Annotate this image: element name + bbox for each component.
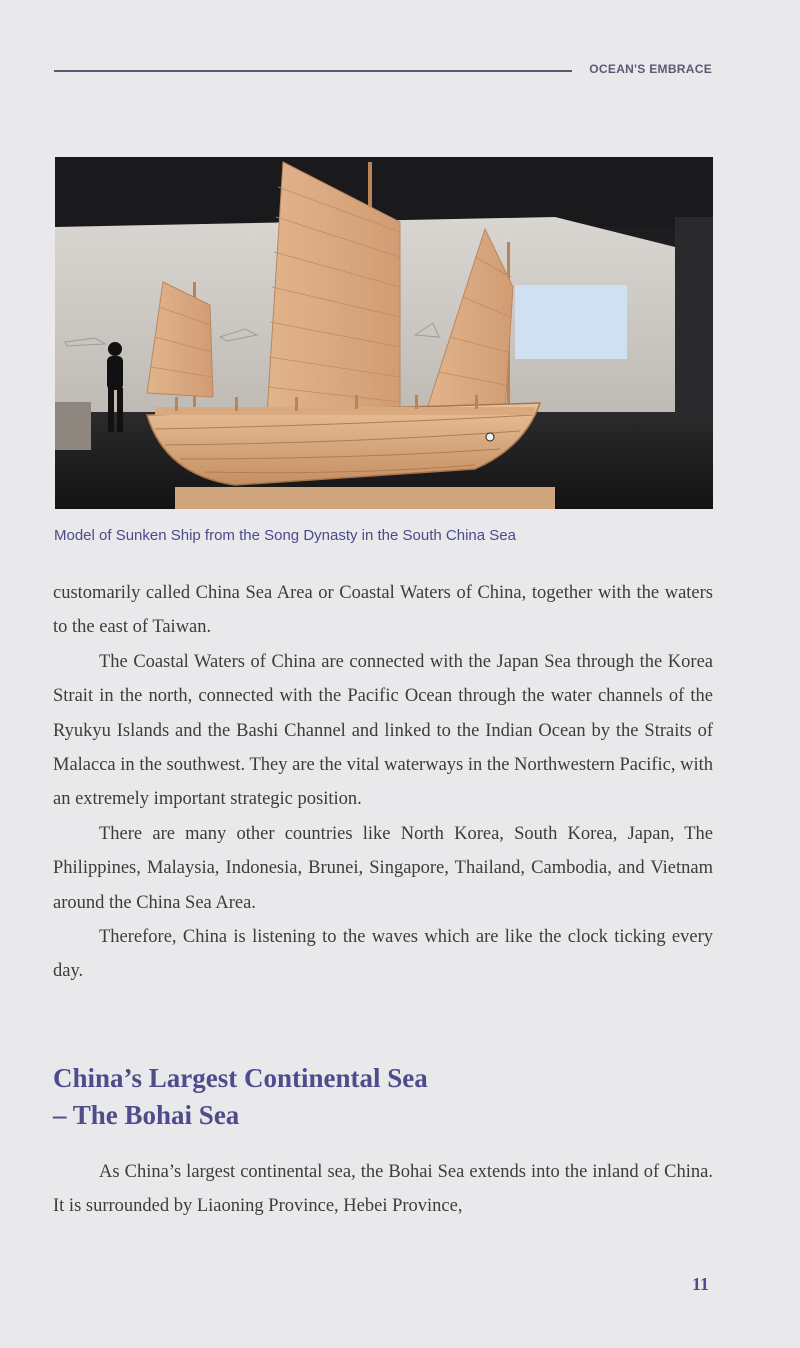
paragraph: As China’s largest continental sea, the Bohai Sea extends into the inland of China. It is surrounded by Liaoning Province, Hebei Province, [53,1162,713,1217]
figure-caption: Model of Sunken Ship from the Song Dynasty in the South China Sea [54,527,516,544]
running-header [54,58,712,78]
paragraph: There are many other countries like North Korea, South Korea, Japan, The Philippines, Malaysia, Indonesia, Brunei, Singapore, Thailand, Cambodia, and Vietnam around the China Sea Area. [53,823,713,913]
paragraph: customarily called China Sea Area or Coastal Waters of China, together with the waters to the east of Taiwan. [53,583,713,638]
header-rule [54,70,572,72]
body-text-bottom [53,1155,713,1224]
section-heading [53,1060,713,1134]
heading-line: – The Bohai Sea [53,1100,240,1130]
page-number: 11 [691,1274,709,1294]
paragraph: Therefore, China is listening to the waves which are like the clock ticking every day. [53,927,713,982]
paragraph: The Coastal Waters of China are connected with the Japan Sea through the Korea Strait in the north, connected with the Pacific Ocean through the water channels of the Ryukyu Islands and the Bashi Channel and linked to the Indian Ocean by the Straits of Malacca in the southwest. They are the vital waterways in the Northwestern Pacific, with an extremely important strategic position. [53,651,713,810]
heading-line: China’s Largest Continental Sea [53,1063,428,1093]
running-title: OCEAN'S EMBRACE [589,62,712,76]
body-text-top [53,576,713,989]
ship-model-photo [55,157,713,509]
